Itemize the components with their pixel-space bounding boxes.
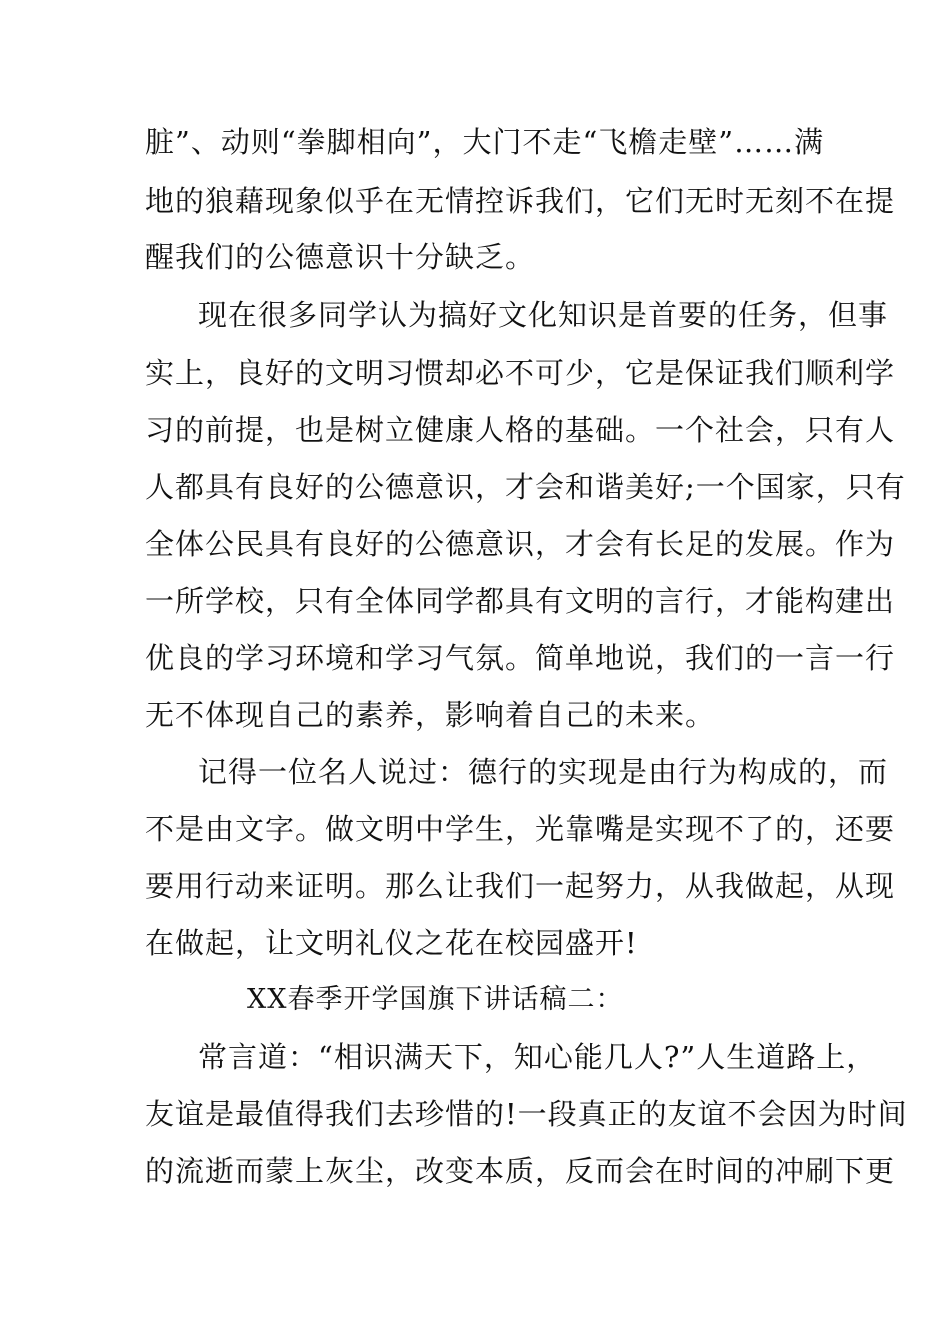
paragraph-5-line-1: 常言道：“相识满天下，知心能几人?”人生道路上， (198, 1040, 877, 1074)
paragraph-2-line-2: 实上，良好的文明习惯却必不可少，它是保证我们顺利学 (145, 356, 896, 390)
paragraph-2-line-7: 优良的学习环境和学习气氛。简单地说，我们的一言一行 (145, 641, 896, 675)
paragraph-1-line-3: 醒我们的公德意识十分缺乏。 (145, 240, 536, 274)
paragraph-2-line-4: 人都具有良好的公德意识，才会和谐美好;一个国家，只有 (145, 470, 906, 504)
paragraph-3-line-4: 在做起，让文明礼仪之花在校园盛开! (145, 926, 638, 960)
paragraph-2-line-6: 一所学校，只有全体同学都具有文明的言行，才能构建出 (145, 584, 896, 618)
paragraph-2-line-1: 现在很多同学认为搞好文化知识是首要的任务，但事 (198, 298, 889, 332)
paragraph-5-line-3: 的流逝而蒙上灰尘，改变本质，反而会在时间的冲刷下更 (145, 1154, 896, 1188)
section-heading: XX春季开学国旗下讲话稿二： (247, 984, 624, 1015)
paragraph-3-line-2: 不是由文字。做文明中学生，光靠嘴是实现不了的，还要 (145, 812, 896, 846)
paragraph-1-line-1: 脏”、动则“拳脚相向”，大门不走“飞檐走壁”……满 (145, 125, 825, 159)
paragraph-3-line-1: 记得一位名人说过：德行的实现是由行为构成的，而 (198, 755, 889, 789)
paragraph-2-line-5: 全体公民具有良好的公德意识，才会有长足的发展。作为 (145, 527, 896, 561)
paragraph-5-line-2: 友谊是最值得我们去珍惜的!一段真正的友谊不会因为时间 (145, 1097, 908, 1131)
paragraph-2-line-8: 无不体现自己的素养，影响着自己的未来。 (145, 698, 716, 732)
paragraph-2-line-3: 习的前提，也是树立健康人格的基础。一个社会，只有人 (145, 413, 896, 447)
paragraph-3-line-3: 要用行动来证明。那么让我们一起努力，从我做起，从现 (145, 869, 896, 903)
paragraph-1-line-2: 地的狼藉现象似乎在无情控诉我们，它们无时无刻不在提 (145, 184, 896, 218)
